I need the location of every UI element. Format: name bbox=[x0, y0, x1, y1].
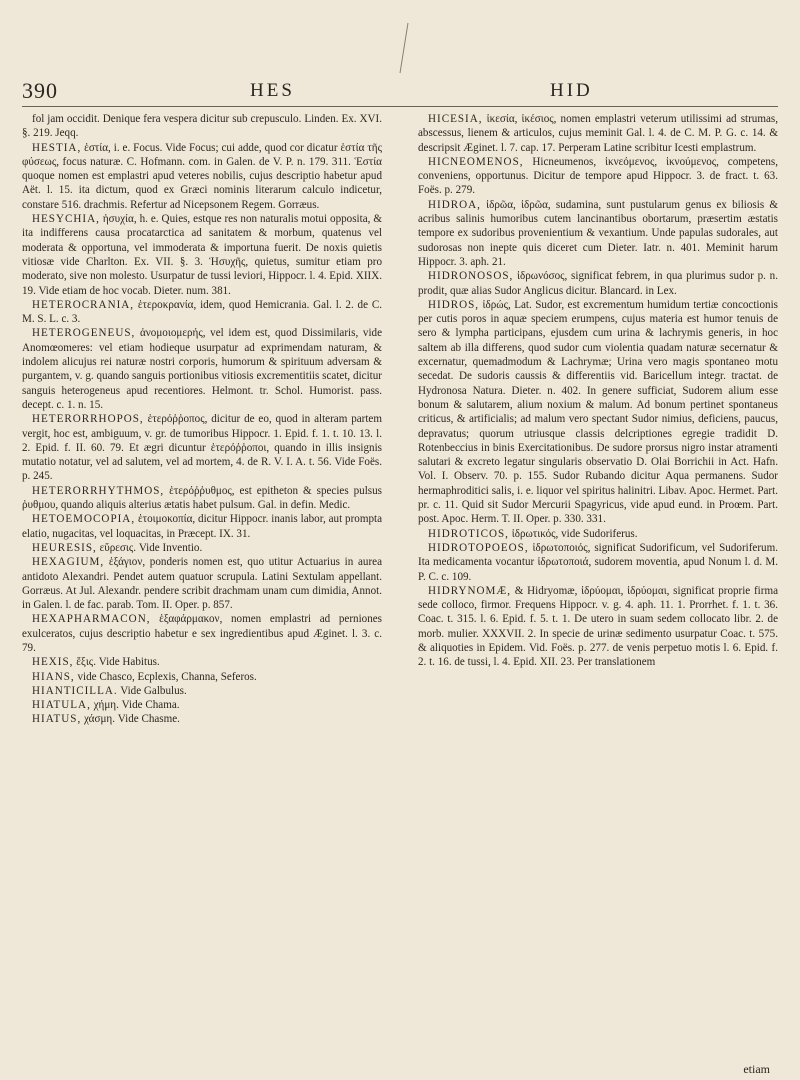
entry-headword: HETEROGENEUS, bbox=[32, 327, 136, 340]
entry-headword: HICNEOMENOS, bbox=[428, 155, 524, 168]
dictionary-entry bbox=[418, 527, 778, 541]
dictionary-entry bbox=[418, 112, 778, 155]
entry-headword: HESTIA, bbox=[32, 141, 82, 154]
entry-text: vide Chasco, Ecplexis, Channa, Seferos. bbox=[77, 670, 257, 683]
entry-headword: HEURESIS, bbox=[32, 541, 97, 554]
header-rule bbox=[22, 106, 778, 107]
dictionary-entry bbox=[22, 141, 382, 212]
entry-text: ἱδρωτοποιός, significat Sudorificum, vel Sudoriferum. Ita medicamenta vocantur ἱδρωτοποιά, sudorem moventia, apud Nonum l. d. M. P. C. c. 109. bbox=[418, 541, 778, 583]
right-column bbox=[418, 112, 778, 670]
entry-headword: HEXIS, bbox=[32, 656, 74, 669]
entry-headword: HETERORRHOPOS, bbox=[32, 413, 144, 426]
entry-text: ἱδρῶα, ἱδρῶα, sudamina, sunt pustularum genus ex biliosis & acribus salinis humoribus cutem lancinantibus obortarum, præsertim æstatis tempore ex sudoribus provenientium & vexantium. Unde papulas sudorales, aut sudorosas non inepte quis diceret cum Dieter. Iatr. n. 401. Meminit harum Hippocr. 3. aph. 21. bbox=[418, 198, 778, 268]
right-running-head: HID bbox=[550, 80, 593, 101]
entry-text: ἑξάγιον, ponderis nomen est, quo utitur Actuarius in aurea antidoto Alexandri. Pendet autem quatuor scrupula. Latini Sextulam appellant. Gorræus. At Jul. Alexandr. pendere scribit drachmam unam cum dimidia, Annot. in Galen. l. de fac. parab. Tom. II. Oper. p. 857. bbox=[22, 556, 382, 612]
entry-headword: HIANTICILLA. bbox=[32, 684, 118, 697]
entry-headword: HIATULA, bbox=[32, 699, 91, 712]
entry-text: ἑτερόῤῥυθμος, est epitheton & species pulsus ῥυθμου, quando aliquis alterius ætatis habet pulsum. Gal. in defin. Medic. bbox=[22, 484, 382, 512]
entry-headword: HIDROA, bbox=[428, 198, 481, 211]
entry-text: εὕρεσις. Vide Inventio. bbox=[99, 541, 203, 554]
entry-headword: HIANS, bbox=[32, 670, 75, 683]
dictionary-entry bbox=[22, 698, 382, 712]
dictionary-entry bbox=[418, 155, 778, 198]
dictionary-entry bbox=[22, 326, 382, 412]
entry-text: ἑτεροκρανία, idem, quod Hemicrania. Gal. l. 2. de C. M. S. L. c. 3. bbox=[22, 298, 382, 326]
entry-headword: HIDROTOPOEOS, bbox=[428, 541, 529, 554]
dictionary-entry bbox=[418, 584, 778, 670]
catchword: etiam bbox=[743, 1062, 770, 1076]
left-column bbox=[22, 112, 382, 727]
entry-text: ἑτοιμοκοπία, dicitur Hippocr. inanis labor, aut prompta elatio, nugacitas, vel loquacitas, in Præcept. IX. 31. bbox=[22, 513, 382, 540]
entry-text: ἑξαφάρμακον, nomen emplastri ad perniones exulceratos, cujus descriptio habetur e sex ingredientibus apud Æginet. l. 3. c. 79. bbox=[22, 613, 382, 654]
entry-headword: HIATUS, bbox=[32, 713, 82, 726]
entry-text: ἱκεσία, ἱκέσιος, nomen emplastri veterum utilissimi ad strumas, abscessus, lienem & articulos, cujus meminit Gal. l. 4. de C. M. P. G. c. 14. & descripsit Æginet. l. 7. cap. 17. Perperam Latine scribitur Icesti emplastrum. bbox=[418, 113, 778, 154]
page-number: 390 bbox=[22, 78, 58, 103]
entry-headword: HIDROTICOS, bbox=[428, 527, 509, 540]
dictionary-entry bbox=[22, 712, 382, 726]
dictionary-entry bbox=[22, 212, 382, 298]
entry-text: & Hidryomæ, ἱδρύομαι, ἱδρύομαι, significat proprie firma sede colloco, firmor. Frequens Hippocr. v. g. 4. aph. 11. 1. Prorrhet. f. 1. t. 36. Coac. t. 315. l. 6. Epid. f. 5. t. 1. De utero in suam sedem collocato libr. 2. de morb. mulier. XXXVII. 2. In specie de urinæ sedimento usurpatur Coac. t. 575. & aliquoties in Epidem. Vid. Foës. p. 277. de venis perpetuo motis l. 6. Epid. f. 2. t. 16. de tussi, l. 4. Epid. XII. 23. Per translationem bbox=[418, 584, 778, 669]
entry-text: ἱδρωνόσος, significat febrem, in qua plurimus sudor p. n. prodit, quæ alias Sudor Anglicus dicitur. Blancard. in Lex. bbox=[418, 270, 778, 297]
entry-text: ἀνομοιομερής, vel idem est, quod Dissimilaris, vide Anomœomeres: vel etiam hodieque usurpatur ad exprimendam naturam, & indolem alicujus rei naturæ nostri corporis, humorum & spirituum adversam & purgantem, v. g. quando sanguis portionibus vitiosis excrementitiis scatet, dicitur sanguis heterogeneus apud recentiores. Helmont. tr. Schol. Humorist. pass. decept. c. 1. n. 15. bbox=[22, 327, 382, 411]
dictionary-entry bbox=[22, 412, 382, 483]
entry-text: ἱδρώς, Lat. Sudor, est excrementum humidum tertiæ concoctionis per cutis poros in aquæ speciem erumpens, cujus materia est humor tenuis de sero & lympha participans, ejusdem cum urina & lachrymis generis, in hoc saltem ab illa differens, quod sudor cum violentia quadam naturæ secernatur & excernatur, quemadmodum & Lachrymæ; Urina vero magis spontaneo motu secedat. De sudoris caussis & differentiis vid. Baricellum integr. tractat. de Hydronosa Natura. Dieter. n. 402. In genere sufficiat, Sudorem alium esse bonum & salutarem, alium noxium & malum. Ad bonum pertinet spontaneus criticus, & artificialis; ad malum vero spectant Sudor nimius, deficiens, paucus, depravatus; quorum utriusque classis delcriptiones egregie tradidit D. Rotenbeccius in binis Exercitationibus. De sudore prorsus nigro instar atramenti salutari & excreto legatur singularis observatio D. Olai Borrichii in Act. Hafn. Vol. I. Observ. 70. p. 155. Sudor Rubando dicitur Aqua permanens. Sudor hermaphroditici salis, i. e. liquor vel spiritus halinitri. Libav. Apoc. Hermet. Part. pr. c. 11. Quid sit Sudor Mercurii Spagyricus, vide apud eund. in Proœm. Part. post. Apoc. Herm. T. II. Oper. p. 330. 331. bbox=[418, 298, 778, 526]
entry-headword: HEXAPHARMACON, bbox=[32, 613, 151, 626]
dictionary-entry bbox=[418, 541, 778, 584]
entry-headword: HETOEMOCOPIA, bbox=[32, 513, 136, 526]
entry-headword: HETEROCRANIA, bbox=[32, 298, 135, 311]
dictionary-entry bbox=[418, 298, 778, 527]
entry-text: ἱδρωτικός, vide Sudoriferus. bbox=[511, 527, 638, 540]
dictionary-entry bbox=[22, 512, 382, 541]
entry-headword: HEXAGIUM, bbox=[32, 556, 105, 569]
dictionary-entry bbox=[22, 684, 382, 698]
entry-headword: HIDRONOSOS, bbox=[428, 270, 514, 283]
entry-headword: HICESIA, bbox=[428, 113, 483, 125]
dictionary-entry bbox=[22, 670, 382, 684]
dictionary-entry bbox=[22, 541, 382, 555]
entry-text: fol jam occidit. Denique fera vespera dicitur sub crepusculo. Linden. Ex. XVI. §. 219. Jeqq. bbox=[22, 113, 382, 140]
dictionary-entry bbox=[22, 112, 382, 141]
left-running-head: HES bbox=[250, 80, 295, 101]
entry-headword: HIDRYNOMÆ, bbox=[428, 584, 512, 597]
entry-text: χάσμη. Vide Chasme. bbox=[84, 713, 180, 726]
dictionary-entry bbox=[22, 298, 382, 327]
dictionary-entry bbox=[418, 198, 778, 269]
entry-headword: HESYCHIA, bbox=[32, 213, 100, 226]
entry-text: ἡσυχία, h. e. Quies, estque res non naturalis motui opposita, & ita indifferens causa procatarctica ad sanitatem & morbum, quatenus vel moderata & opportuna, vel immoderata & importuna fuerit. De noxis quietis vitiosæ vide Charlton. Ex. VII. §. 3. Ἡσυχῆς, quietus, sumitur etiam pro moderato, sive non molesto. Usurpatur de tussi leviori, Hippocr. l. 4. Epid. XIIX. 19. Vide etiam de hoc vocab. Dieter. num. 381. bbox=[22, 213, 382, 297]
dictionary-entry bbox=[22, 655, 382, 669]
entry-text: ἑστία, i. e. Focus. Vide Focus; cui adde, quod cor dicatur ἑστία τῆς φύσεως, focus naturæ. C. Hofmann. com. in Galen. de V. P. n. 179. 311. Ἑστία quoque nomen est emplastri apud veteres nobilis, cujus descriptio habetur apud Aët. l. 15. ita dictum, quod ex Græci nominis literarum calculo indicetur, constare 516. drachmis. Refertur ad Nicepsonem Regem. Gorræus. bbox=[22, 141, 382, 211]
pencil-mark-icon bbox=[390, 18, 420, 78]
entry-text: χήμη. Vide Chama. bbox=[93, 699, 180, 712]
entry-text: ἕξις. Vide Habitus. bbox=[76, 656, 160, 669]
entry-text: ἑτερόῤῥοπος, dicitur de eo, quod in alteram partem vergit, hoc est, ambiguum, v. gr. de tumoribus Hippocr. 1. Epid. f. 1. t. 10. 13. l. 2. Epid. f. II. 60. 79. Et ægri dicuntur ἑτερόῤῥοποι, quando in illis insignis mutatio notatur, vel ad salutem, vel ad mortem, 4. de R. V. I. A. t. 56. Vide Foës. p. 245. bbox=[22, 413, 382, 483]
dictionary-entry bbox=[418, 269, 778, 298]
dictionary-entry bbox=[22, 555, 382, 612]
entry-text: Hicneumenos, ἱκνεόμενος, ἱκνούμενος, competens, conveniens, opportunus. Dicitur de tempore apud Hippocr. 3. de fract. t. 63. Foës. p. 279. bbox=[418, 155, 779, 197]
entry-headword: HIDROS, bbox=[428, 298, 480, 311]
entry-headword: HETERORRHYTHMOS, bbox=[32, 484, 165, 497]
dictionary-entry bbox=[22, 484, 382, 513]
entry-text: Vide Galbulus. bbox=[120, 684, 187, 697]
dictionary-entry bbox=[22, 612, 382, 655]
